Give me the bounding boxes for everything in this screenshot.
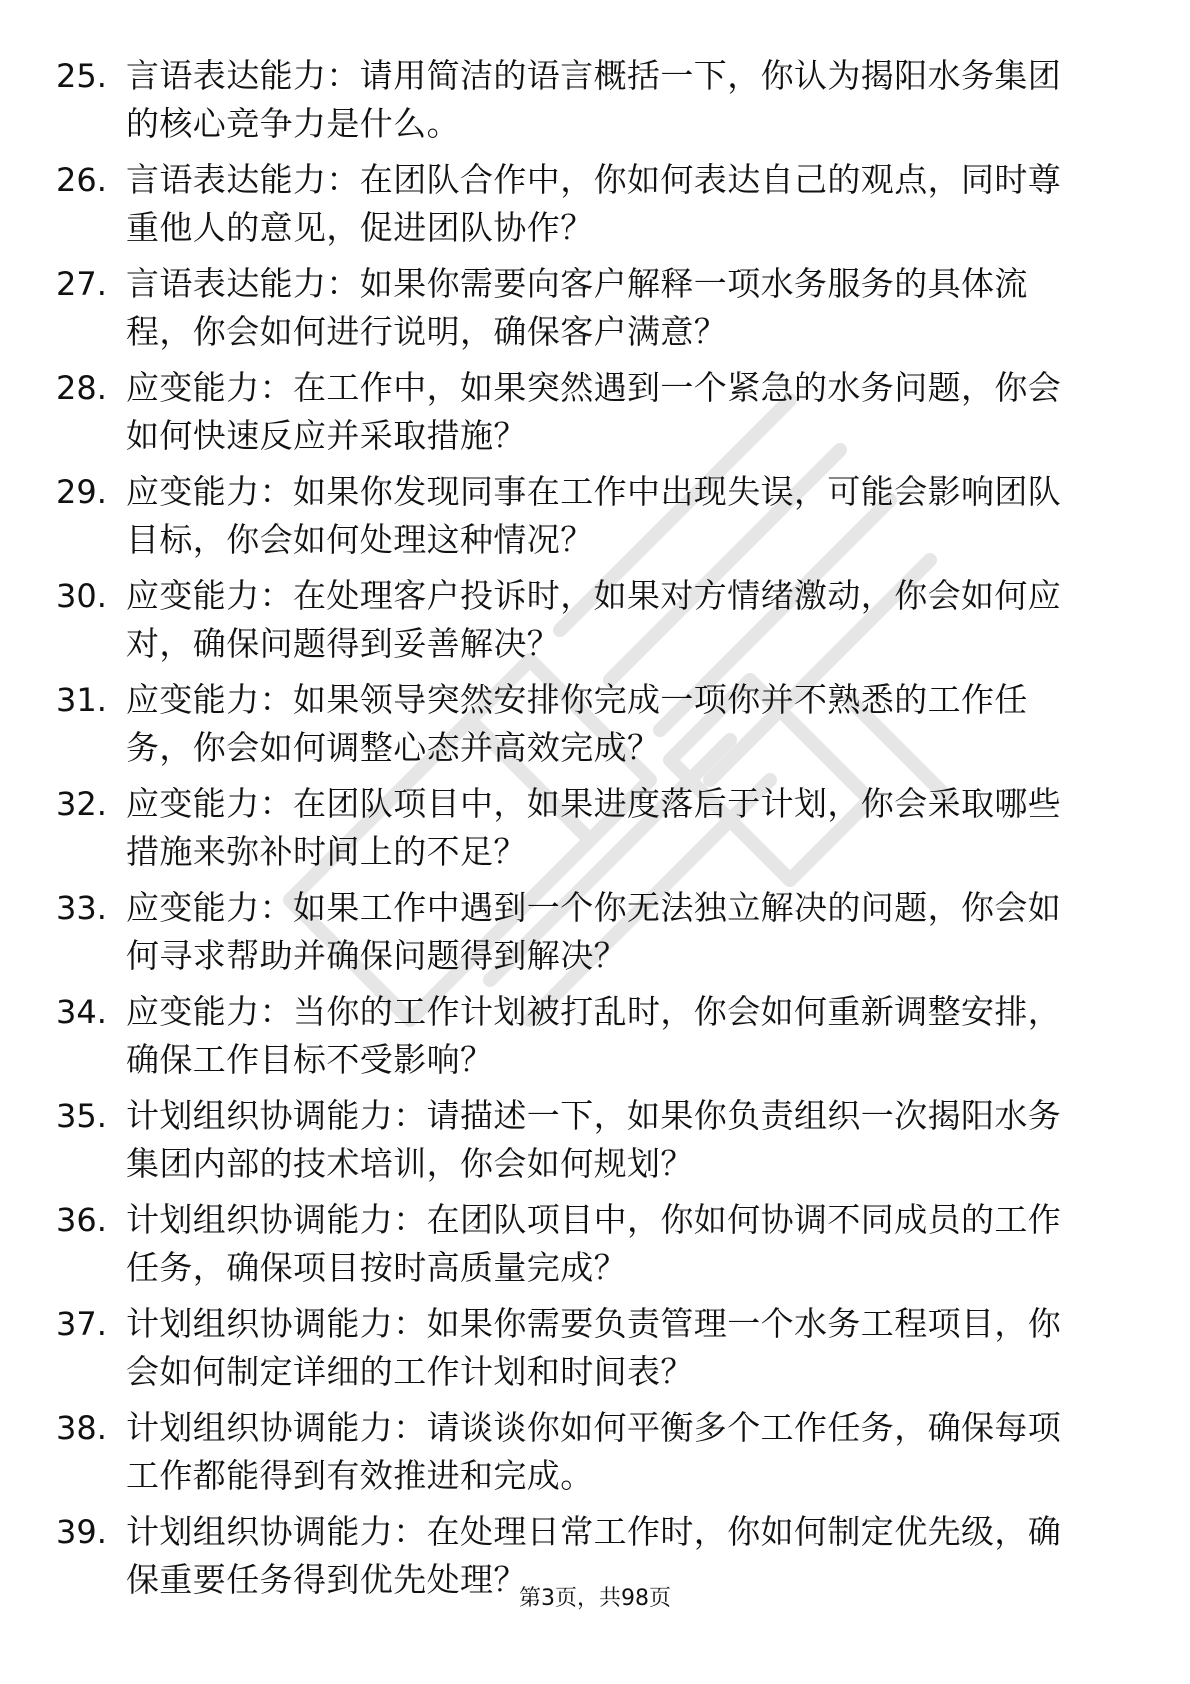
question-line: 重他人的意见，促进团队协作？ [126, 208, 594, 247]
question-text [126, 156, 1116, 252]
question-number: 38. [56, 1409, 107, 1447]
question-line: 言语表达能力：如果你需要向客户解释一项水务服务的具体流 [126, 264, 1028, 303]
list-item [0, 1292, 1190, 1396]
question-line: 会如何制定详细的工作计划和时间表？ [126, 1352, 694, 1391]
question-text [126, 52, 1116, 148]
question-number: 29. [56, 473, 107, 511]
question-text [126, 988, 1116, 1084]
question-line: 目标，你会如何处理这种情况？ [126, 520, 594, 559]
question-line: 计划组织协调能力：在处理日常工作时，你如何制定优先级，确 [126, 1512, 1062, 1551]
question-line: 计划组织协调能力：在团队项目中，你如何协调不同成员的工作 [126, 1200, 1062, 1239]
question-number: 34. [56, 993, 107, 1031]
question-line: 应变能力：如果你发现同事在工作中出现失误，可能会影响团队 [126, 472, 1062, 511]
question-line: 对，确保问题得到妥善解决？ [126, 624, 561, 663]
question-line: 措施来弥补时间上的不足？ [126, 832, 527, 871]
question-text [126, 1404, 1116, 1500]
question-line: 计划组织协调能力：请谈谈你如何平衡多个工作任务，确保每项 [126, 1408, 1062, 1447]
question-line: 应变能力：当你的工作计划被打乱时，你会如何重新调整安排， [126, 992, 1062, 1031]
question-text [126, 1092, 1116, 1188]
list-item [0, 876, 1190, 980]
question-text [126, 468, 1116, 564]
question-line: 应变能力：如果领导突然安排你完成一项你并不熟悉的工作任 [126, 680, 1028, 719]
question-number: 25. [56, 57, 107, 95]
question-text [126, 1196, 1116, 1292]
question-line: 计划组织协调能力：请描述一下，如果你负责组织一次揭阳水务 [126, 1096, 1062, 1135]
question-text [126, 364, 1116, 460]
question-number: 30. [56, 577, 107, 615]
question-line: 言语表达能力：在团队合作中，你如何表达自己的观点，同时尊 [126, 160, 1062, 199]
question-line: 务，你会如何调整心态并高效完成？ [126, 728, 661, 767]
question-number: 28. [56, 369, 107, 407]
question-line: 确保工作目标不受影响？ [126, 1040, 494, 1079]
question-number: 35. [56, 1097, 107, 1135]
question-text [126, 676, 1116, 772]
question-text [126, 780, 1116, 876]
question-line: 应变能力：如果工作中遇到一个你无法独立解决的问题，你会如 [126, 888, 1062, 927]
list-item [0, 564, 1190, 668]
question-number: 36. [56, 1201, 107, 1239]
list-item [0, 1084, 1190, 1188]
question-line: 言语表达能力：请用简洁的语言概括一下，你认为揭阳水务集团 [126, 56, 1062, 95]
list-item [0, 980, 1190, 1084]
question-text [126, 884, 1116, 980]
question-number: 26. [56, 161, 107, 199]
list-item [0, 252, 1190, 356]
list-item [0, 772, 1190, 876]
question-line: 任务，确保项目按时高质量完成？ [126, 1248, 627, 1287]
list-item [0, 668, 1190, 772]
list-item [0, 1396, 1190, 1500]
question-number: 32. [56, 785, 107, 823]
question-number: 27. [56, 265, 107, 303]
question-line: 保重要任务得到优先处理？ [126, 1560, 527, 1599]
page-footer: 第3页，共98页 [519, 1586, 671, 1611]
question-line: 应变能力：在工作中，如果突然遇到一个紧急的水务问题，你会 [126, 368, 1062, 407]
question-number: 31. [56, 681, 107, 719]
question-line: 应变能力：在处理客户投诉时，如果对方情绪激动，你会如何应 [126, 576, 1062, 615]
question-line: 集团内部的技术培训，你会如何规划？ [126, 1144, 694, 1183]
list-item [0, 44, 1190, 148]
list-item [0, 148, 1190, 252]
question-line: 何寻求帮助并确保问题得到解决？ [126, 936, 627, 975]
question-number: 33. [56, 889, 107, 927]
list-item [0, 356, 1190, 460]
question-list [0, 44, 1190, 1604]
question-text [126, 260, 1116, 356]
list-item [0, 460, 1190, 564]
question-line: 计划组织协调能力：如果你需要负责管理一个水务工程项目，你 [126, 1304, 1062, 1343]
question-text [126, 1300, 1116, 1396]
question-line: 应变能力：在团队项目中，如果进度落后于计划，你会采取哪些 [126, 784, 1062, 823]
question-text [126, 572, 1116, 668]
question-line: 如何快速反应并采取措施？ [126, 416, 527, 455]
list-item [0, 1188, 1190, 1292]
question-line: 的核心竞争力是什么。 [126, 104, 460, 143]
question-number: 39. [56, 1513, 107, 1551]
question-number: 37. [56, 1305, 107, 1343]
question-line: 程，你会如何进行说明，确保客户满意？ [126, 312, 728, 351]
question-line: 工作都能得到有效推进和完成。 [126, 1456, 594, 1495]
